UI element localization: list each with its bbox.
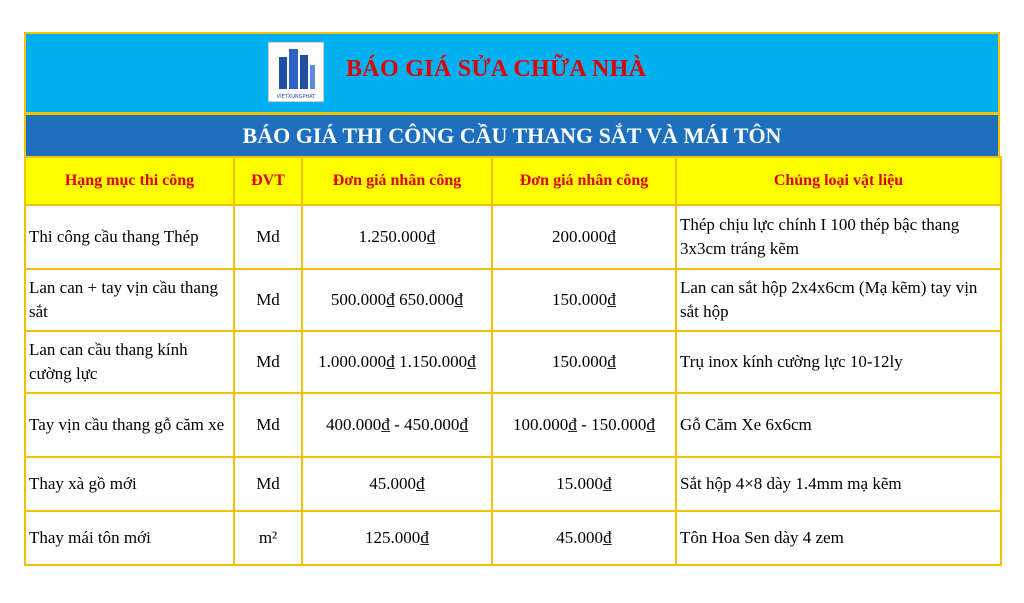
header-cell: Hạng mục thi công: [25, 157, 234, 205]
price-cell: 500.000₫ 650.000₫: [302, 269, 492, 331]
table-row: [25, 331, 1001, 393]
logo-text: VIETXUNGPHAT: [276, 94, 316, 100]
item-cell: Lan can cầu thang kính cường lực: [25, 331, 234, 393]
price-cell: 45.000₫: [302, 457, 492, 511]
unit-cell: Md: [234, 269, 302, 331]
item-cell: Tay vịn cầu thang gỗ căm xe: [25, 393, 234, 457]
table-row: [25, 393, 1001, 457]
price-cell: 150.000₫: [492, 331, 676, 393]
banner-title: BÁO GIÁ SỬA CHỮA NHÀ: [346, 56, 647, 82]
item-cell: Thi công cầu thang Thép: [25, 205, 234, 269]
table-row: [25, 457, 1001, 511]
price-cell: 150.000₫: [492, 269, 676, 331]
price-cell: 125.000₫: [302, 511, 492, 565]
price-cell: 45.000₫: [492, 511, 676, 565]
price-cell: 1.000.000₫ 1.150.000₫: [302, 331, 492, 393]
item-cell: Thay xà gồ mới: [25, 457, 234, 511]
price-cell: 200.000₫: [492, 205, 676, 269]
price-cell: 400.000₫ - 450.000₫: [302, 393, 492, 457]
header-cell: Đơn giá nhân công: [302, 157, 492, 205]
banner: [24, 32, 1000, 112]
item-cell: Lan can + tay vịn cầu thang sắt: [25, 269, 234, 331]
unit-cell: Md: [234, 331, 302, 393]
material-cell: Sắt hộp 4×8 dày 1.4mm mạ kẽm: [676, 457, 1001, 511]
item-cell: Thay mái tôn mới: [25, 511, 234, 565]
material-cell: Tôn Hoa Sen dày 4 zem: [676, 511, 1001, 565]
material-cell: Gỗ Căm Xe 6x6cm: [676, 393, 1001, 457]
price-cell: 100.000₫ - 150.000₫: [492, 393, 676, 457]
header-row: [25, 157, 1001, 205]
material-cell: Trụ inox kính cường lực 10-12ly: [676, 331, 1001, 393]
table-row: [25, 205, 1001, 269]
price-cell: 1.250.000₫: [302, 205, 492, 269]
unit-cell: Md: [234, 393, 302, 457]
unit-cell: m²: [234, 511, 302, 565]
header-cell: Chủng loại vật liệu: [676, 157, 1001, 205]
price-table: [24, 156, 1002, 566]
unit-cell: Md: [234, 457, 302, 511]
subtitle-bar: [24, 112, 1000, 156]
table-row: [25, 269, 1001, 331]
building-logo-icon: [268, 42, 324, 102]
material-cell: Thép chịu lực chính I 100 thép bậc thang 3x3cm tráng kẽm: [676, 205, 1001, 269]
subtitle: BÁO GIÁ THI CÔNG CẦU THANG SẮT VÀ MÁI TÔN: [242, 122, 782, 148]
price-cell: 15.000₫: [492, 457, 676, 511]
price-sheet: [24, 32, 1000, 566]
header-cell: Đơn giá nhân công: [492, 157, 676, 205]
header-cell: ĐVT: [234, 157, 302, 205]
material-cell: Lan can sắt hộp 2x4x6cm (Mạ kẽm) tay vịn sắt hộp: [676, 269, 1001, 331]
unit-cell: Md: [234, 205, 302, 269]
table-row: [25, 511, 1001, 565]
